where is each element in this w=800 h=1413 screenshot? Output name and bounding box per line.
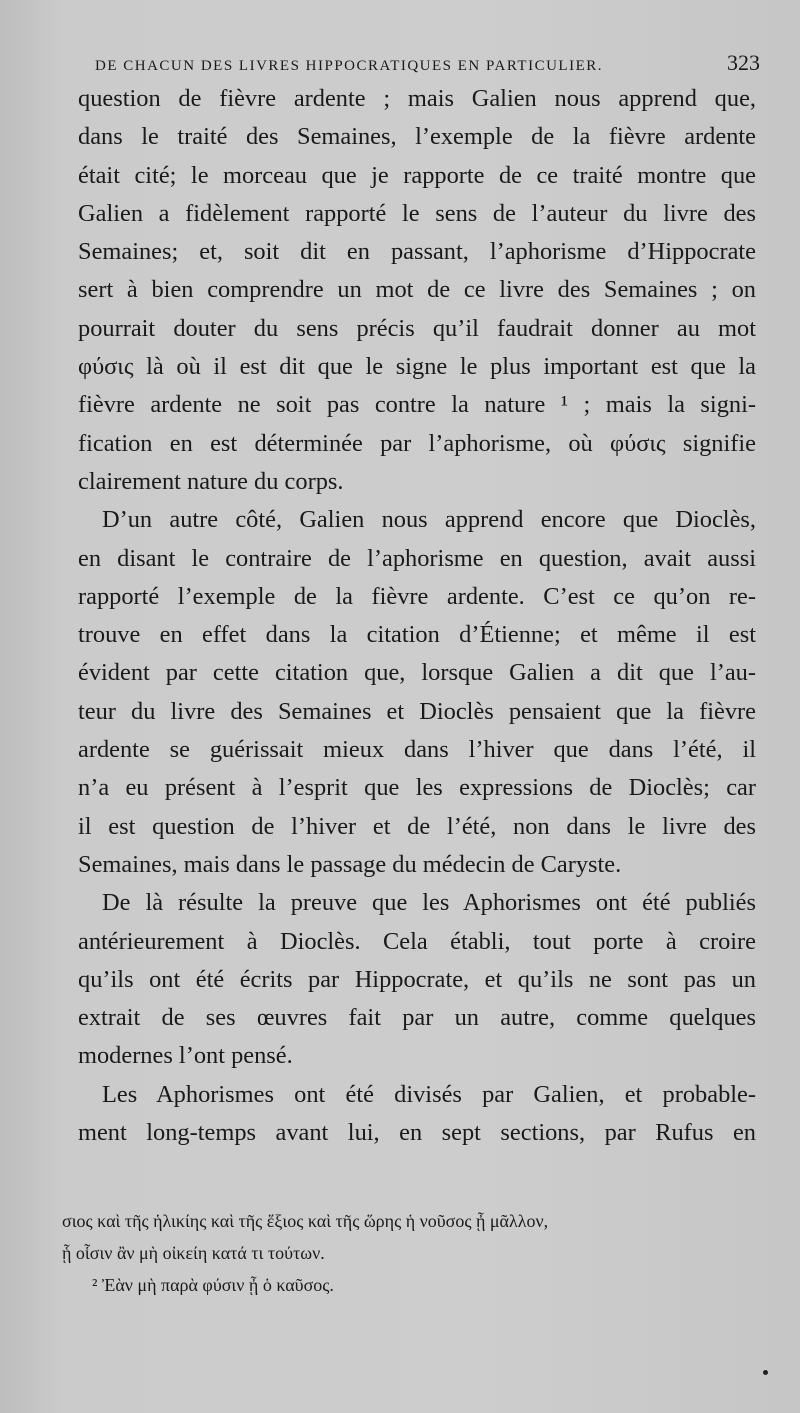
text-line: Semaines, mais dans le passage du médecin de Caryste. [78,850,622,878]
body-text [78,80,756,1152]
text-line: Galien a fidèlement rapporté le sens de l’auteur du livre des [78,199,756,227]
running-title: DE CHACUN DES LIVRES HIPPOCRATIQUES EN PARTICULIER. [95,58,603,74]
text-line: Les Aphorismes ont été divisés par Galien, et probable- [102,1080,756,1108]
footnote-line: ᾗ οἷσιν ἂν μὴ οἰκείη κατά τι τούτων. [62,1243,325,1263]
text-line: clairement nature du corps. [78,467,344,495]
text-line: fication en est déterminée par l’aphorisme, où φύσις signifie [78,429,756,457]
footnotes [62,1205,762,1301]
text-line: évident par cette citation que, lorsque Galien a dit que l’au- [78,659,756,687]
text-line: question de fièvre ardente ; mais Galien nous apprend que, [78,85,756,112]
text-line: φύσις là où il est dit que le signe le plus important est que la [78,353,756,381]
footnote-line: σιος καὶ τῆς ἡλικίης καὶ τῆς ἕξιος καὶ τῆς ὥρης ἡ νοῦσος ᾖ μᾶλλον, [62,1211,549,1231]
text-line: D’un autre côté, Galien nous apprend encore que Dioclès, [102,506,756,534]
text-line: teur du livre des Semaines et Dioclès pensaient que la fièvre [78,697,756,725]
running-head [95,50,760,76]
text-line: De là résulte la preuve que les Aphorismes ont été publiés [102,889,756,917]
text-line: ment long-temps avant lui, en sept sections, par Rufus en [78,1119,756,1147]
page-number: 323 [727,50,760,75]
paragraph-4 [78,1076,756,1153]
paragraph-2 [78,501,756,884]
text-line: Semaines; et, soit dit en passant, l’aphorisme d’Hippocrate [78,238,756,266]
text-line: modernes l’ont pensé. [78,1042,293,1070]
text-line: était cité; le morceau que je rapporte de ce traité montre que [78,161,756,189]
text-line: en disant le contraire de l’aphorisme en question, avait aussi [78,544,756,572]
footnote-line: ² Ἐὰν μὴ παρὰ φύσιν ᾖ ὁ καῦσος. [92,1275,334,1295]
text-line: n’a eu présent à l’esprit que les expressions de Dioclès; car [78,774,756,802]
text-line: ardente se guérissait mieux dans l’hiver que dans l’été, il [78,736,756,764]
text-line: extrait de ses œuvres fait par un autre, comme quelques [78,1004,756,1032]
text-line: sert à bien comprendre un mot de ce livre des Semaines ; on [78,276,756,304]
ink-dot [763,1370,768,1375]
paragraph-1 [78,80,756,501]
text-line: fièvre ardente ne soit pas contre la nature ¹ ; mais la signi- [78,391,756,419]
text-line: rapporté l’exemple de la fièvre ardente. C’est ce qu’on re- [78,582,756,610]
text-line: dans le traité des Semaines, l’exemple de la fièvre ardente [78,123,756,151]
text-line: trouve en effet dans la citation d’Étienne; et même il est [78,621,756,649]
paragraph-3 [78,884,756,1075]
text-line: pourrait douter du sens précis qu’il faudrait donner au mot [78,314,756,342]
text-line: qu’ils ont été écrits par Hippocrate, et qu’ils ne sont pas un [78,965,756,993]
text-line: antérieurement à Dioclès. Cela établi, tout porte à croire [78,927,756,955]
text-line: il est question de l’hiver et de l’été, non dans le livre des [78,812,756,840]
